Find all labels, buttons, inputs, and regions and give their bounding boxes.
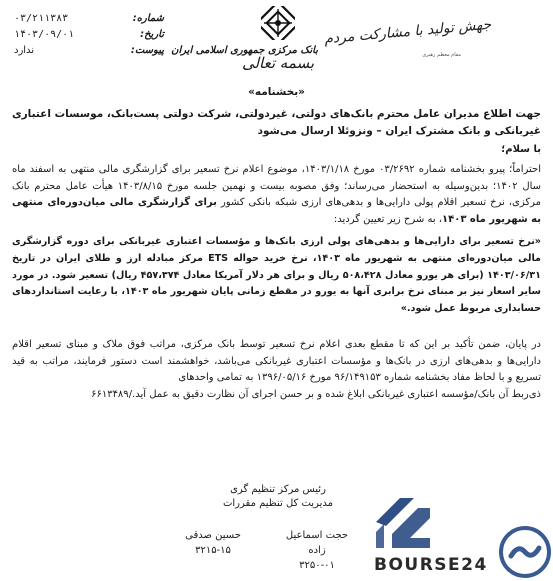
signature-left bbox=[173, 528, 253, 558]
attachment-value: ندارد bbox=[14, 44, 35, 56]
date-value: ۱۴۰۳/۰۹/۰۱ bbox=[14, 28, 75, 40]
number-label: شماره: bbox=[132, 12, 164, 24]
letter-greeting: با سلام؛ bbox=[501, 144, 541, 155]
paragraph-1-text: احتراماً؛ پیرو بخشنامه شماره ۰۳/۲۶۹۲ مورخ ۱۴۰۳/۱/۱۸، موضوع اعلام نرخ تسعیر برای گزارشگری مالی منتهی به اسفند ماه سال ۱۴۰۲؛ بدین‌وسیله به استحضار می‌رساند؛ وفق مصوبه بیست و نهمین جلسه مورخ ۱۴۰۳/۸/۱۵ هیأت عامل محترم بانک مرکزی، نرخ تسعیر اقلام پولی دارایی‌ها و بدهی‌های ارزی شبکه بانکی کشور bbox=[12, 164, 542, 208]
corner-badge-icon bbox=[499, 526, 551, 578]
number-row bbox=[14, 10, 164, 26]
paragraph-1-emphasis: برای گزارشگری مالی میان‌دوره‌ای منتهی به شهریور ماه ۱۴۰۳ bbox=[12, 197, 541, 225]
left-signer-name: حسین صدقی bbox=[185, 530, 241, 541]
date-row bbox=[14, 26, 164, 42]
date-label: تاریخ: bbox=[140, 28, 164, 40]
paragraph-2-last-line: ذی‌ربط آن بانک/مؤسسه اعتباری غیربانکی ابلاغ شده و بر حسن اجرای آن نظارت دقیق به عمل آید./۶۶۱۳۴۸۹ bbox=[91, 388, 541, 400]
letter-quote: «نرخ تسعیر برای دارایی‌ها و بدهی‌های پولی ارزی بانک‌ها و مؤسسات اعتباری غیربانکی برای دوره گزارشگری مالی میان‌دوره‌ای منتهی به شهریور ماه ۱۴۰۳، نرخ خرید حواله ETS مرکز مبادله ارز و طلای ایران در تاریخ ۱۴۰۳/۰۶/۳۱ (برای هر یورو معادل ۵۰۸،۴۲۸ ریال و برای هر دلار آمریکا معادل ۴۵۷،۳۷۴ ریال) تسعیر شود. در مورد سایر اسعار نیز بر مبنای نرخ برابری آنها به یورو در مقطع زمانی پایان شهریور ماه ۱۴۰۳، با رعایت استانداردهای حسابداری مربوط عمل شود.» bbox=[12, 236, 541, 315]
bank-emblem-icon bbox=[261, 6, 295, 40]
bank-logo bbox=[171, 6, 318, 72]
signature-right bbox=[277, 528, 357, 573]
head-title: رئیس مرکز تنظیم گری bbox=[230, 484, 326, 495]
attachment-row bbox=[14, 42, 164, 58]
number-value: ۰۳/۲۱۱۳۸۳ bbox=[14, 12, 69, 24]
bank-name: بانک مرکزی جمهوری اسلامی ایران bbox=[171, 45, 318, 56]
letter-recipients: جهت اطلاع مدیران عامل محترم بانک‌های دولتی، غیردولتی، شرکت دولتی پست‌بانک، موسسات اعتباری غیربانکی و بانک مشترک ایران – ونزوئلا ارسال می‌شود bbox=[12, 108, 541, 137]
left-signer-code: ۳۲۱۵-۱۵ bbox=[195, 545, 231, 556]
head-subtitle: مدیریت کل تنظیم مقررات bbox=[222, 498, 333, 509]
letter-paragraph-2 bbox=[12, 337, 541, 403]
slogan-note: مقام معظم رهبری bbox=[422, 52, 461, 58]
paragraph-2-text: در پایان، ضمن تأکید بر این که تا مقطع بعدی اعلام نرخ تسعیر توسط بانک مرکزی، مراتب فوق ملاک و مبنای تسعیر اقلام دارایی‌ها و بدهی‌های ارزی در بانک‌ها و مؤسسات اعتباری غیربانکی می‌باشد، خواهشمند است دستور فرمایند، مراتب به قید تسریع و با لحاظ مفاد بخشنامه شماره ۹۶/۱۴۹۱۵۳ مورخ ۱۳۹۶/۰۵/۱۶ به تمامی واحدهای bbox=[12, 339, 541, 383]
bourse24-logo-icon bbox=[370, 488, 434, 552]
slogan: جهش تولید با مشارکت مردم bbox=[323, 16, 492, 48]
attachment-label: پیوست: bbox=[130, 44, 164, 56]
watermark-brand: BOURSE24 bbox=[374, 555, 488, 575]
signature-head bbox=[223, 483, 333, 511]
letter-title: «بخشنامه» bbox=[248, 86, 305, 98]
paragraph-1-end: ، به شرح زیر تعیین گردید: bbox=[333, 213, 443, 225]
letter-paragraph-1 bbox=[12, 162, 541, 228]
right-signer-name: حجت اسماعیل زاده bbox=[285, 530, 349, 556]
letter-meta bbox=[14, 10, 164, 58]
right-signer-code: ۳۲۵۰-۰۱ bbox=[299, 560, 335, 571]
bank-signature: بسمه تعالی bbox=[241, 54, 315, 72]
